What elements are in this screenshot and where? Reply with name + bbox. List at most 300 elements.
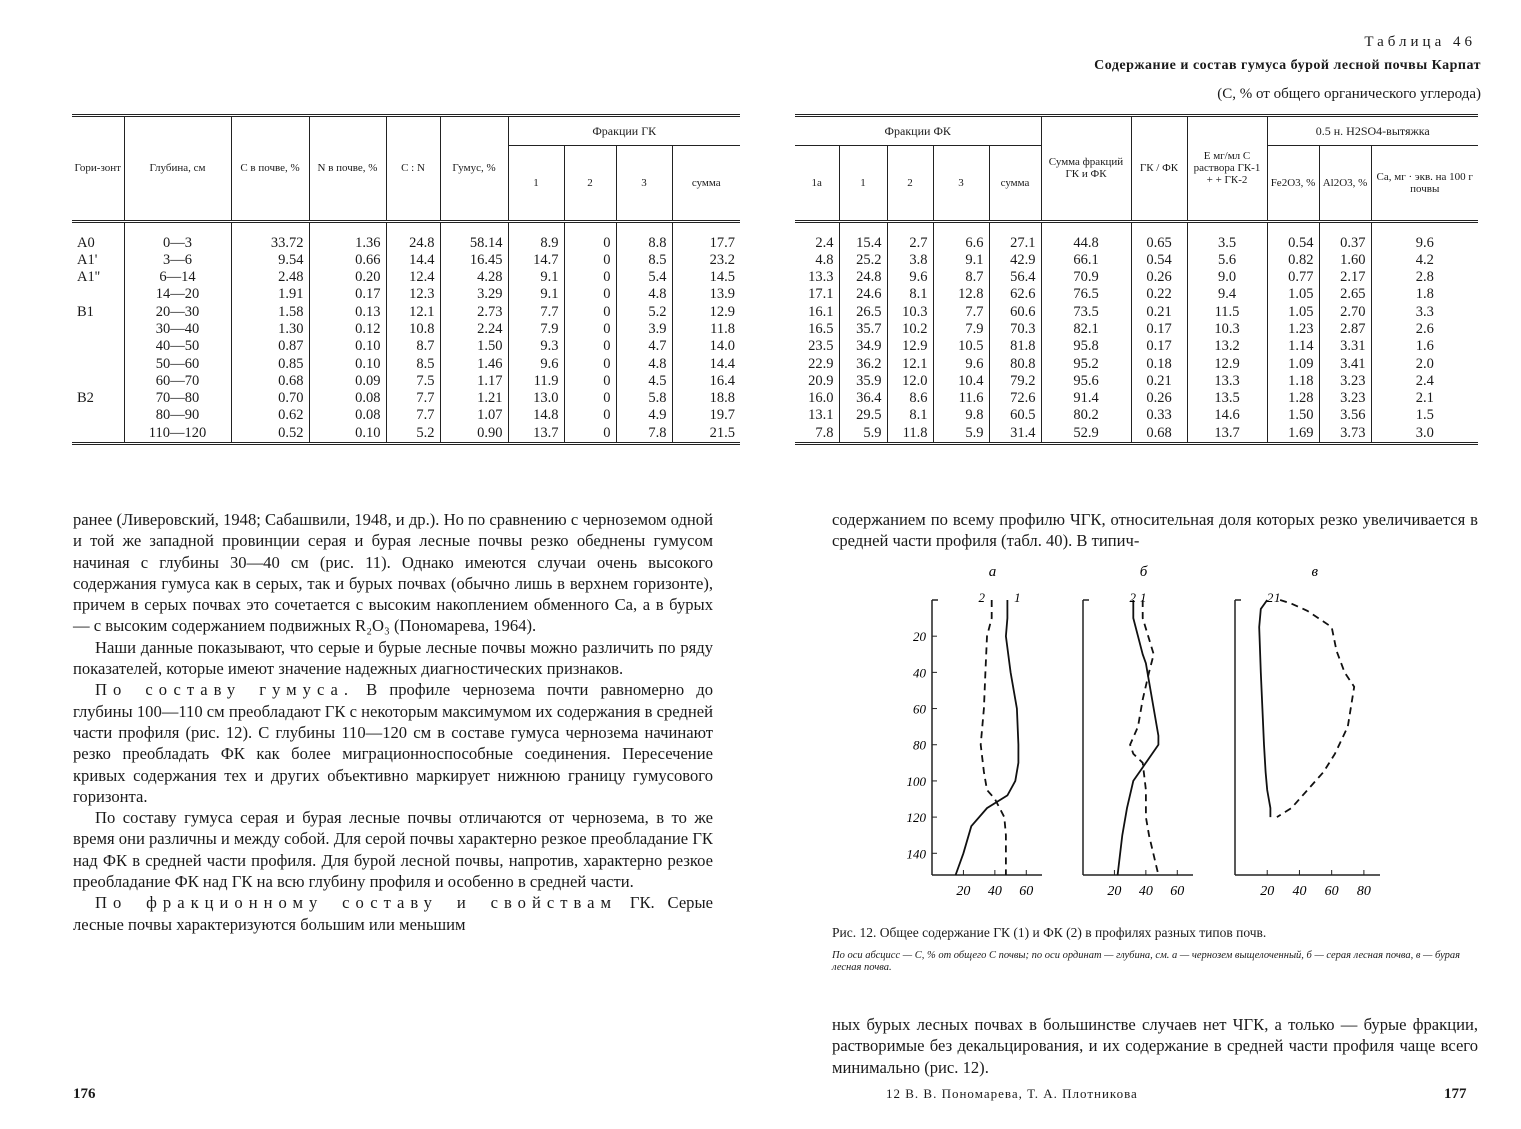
x-tick-label: 20: [1107, 884, 1122, 899]
table-row: [795, 321, 1478, 338]
table-cell: 2.0: [1415, 355, 1434, 372]
table-title: Содержание и состав гумуса бурой лесной почвы Карпат: [1094, 58, 1481, 73]
table-cell: 11.9: [508, 373, 564, 390]
table-cell: 3.0: [1415, 424, 1434, 441]
table-cell: 7.7: [933, 304, 989, 321]
table-cell: 1.58: [231, 304, 309, 321]
table-cell: 2.24: [440, 321, 508, 338]
table-cell: 10.4: [933, 373, 989, 390]
panel-title: в: [1311, 564, 1319, 580]
table-cell: 27.1: [989, 235, 1041, 252]
table-cell: 3.8: [887, 252, 933, 269]
table-row: [72, 321, 740, 338]
table-cell: 1.6: [1415, 338, 1434, 355]
table-cell: 5.8: [616, 390, 672, 407]
hdr-humus: Гумус, %: [440, 117, 508, 221]
table-cell: 0.68: [1131, 425, 1187, 442]
table-cell: 0.21: [1131, 373, 1187, 390]
table-cell: 0: [564, 304, 616, 321]
hdr-fk1a: 1а: [795, 145, 839, 221]
table-cell: 8.1: [887, 286, 933, 303]
table-cell: 0.87: [231, 338, 309, 355]
table-row: [72, 338, 740, 355]
x-tick-label: 20: [956, 884, 971, 899]
table-cell: 3.41: [1319, 356, 1371, 373]
table-cell: 0.13: [309, 304, 386, 321]
table-row: [795, 269, 1478, 286]
table-cell: 1.28: [1267, 390, 1319, 407]
series-label: 2: [1129, 590, 1136, 605]
table-cell: 0.68: [231, 373, 309, 390]
table-cell: 13.1: [795, 407, 839, 424]
table-cell: 8.1: [887, 407, 933, 424]
figure-12: [880, 560, 1480, 920]
table-cell: 66.1: [1041, 252, 1131, 269]
table-cell: 5.9: [839, 425, 887, 442]
table-row: [795, 235, 1478, 252]
section-heading-fractions: По фракционному составу и свойствам: [95, 893, 617, 913]
table-cell: 8.8: [616, 235, 672, 252]
table-cell: 14.4: [709, 355, 735, 372]
table-cell: 0.21: [1131, 304, 1187, 321]
table-cell: 0.82: [1267, 252, 1319, 269]
table-row: [72, 373, 740, 390]
table-cell: 15.4: [839, 235, 887, 252]
page-number-left: 176: [73, 1086, 96, 1102]
table-cell: 4.5: [616, 373, 672, 390]
series-label: 1: [1014, 590, 1021, 605]
table-cell: 2.7: [887, 235, 933, 252]
table-cell: 0.26: [1131, 269, 1187, 286]
table-cell: 13.0: [508, 390, 564, 407]
table-cell: 13.5: [1187, 390, 1267, 407]
table-cell: 9.1: [933, 252, 989, 269]
table-row: [72, 235, 740, 252]
x-tick-label: 40: [1292, 884, 1307, 899]
table-cell: 2.73: [440, 304, 508, 321]
table-cell: 4.8: [616, 286, 672, 303]
table-cell: 95.6: [1041, 373, 1131, 390]
table-cell: 50—60: [124, 356, 231, 373]
hdr-al: Al2O3, %: [1319, 145, 1371, 221]
table-cell: 16.0: [795, 390, 839, 407]
table-cell: 1.91: [231, 286, 309, 303]
table-cell: 9.6: [508, 356, 564, 373]
table-cell: 9.4: [1187, 286, 1267, 303]
table-cell: 0.54: [1267, 235, 1319, 252]
cell-horizon: A1'': [72, 269, 124, 286]
table-cell: 11.8: [710, 320, 735, 337]
table-cell: 0: [564, 425, 616, 442]
section-heading-humus: По составу гумуса.: [95, 680, 355, 700]
cell-horizon: [72, 338, 124, 355]
table-row: [72, 425, 740, 442]
table-cell: 76.5: [1041, 286, 1131, 303]
cell-horizon: B2: [72, 390, 124, 407]
right-page-bottom-text: ных бурых лесных почвах в большинстве случаев нет ЧГК, а только — бурые фракции, растворимые без декальцирования, и их содержание в средней части профиля чаще всего минимально (рис. 12).: [832, 1015, 1478, 1077]
table-cell: 58.14: [440, 235, 508, 252]
hdr-n: N в почве, %: [309, 117, 386, 221]
y-tick-label: 20: [913, 629, 926, 645]
table-left: [72, 114, 740, 445]
table-cell: 9.1: [508, 269, 564, 286]
table-cell: 12.1: [887, 356, 933, 373]
table-cell: 0.37: [1319, 235, 1371, 252]
table-cell: 1.09: [1267, 356, 1319, 373]
table-cell: 6—14: [124, 269, 231, 286]
table-cell: 0.08: [309, 390, 386, 407]
table-cell: 5.9: [933, 425, 989, 442]
table-cell: 14.5: [709, 269, 735, 286]
hdr-c: С в почве, %: [231, 117, 309, 221]
table-cell: 19.7: [709, 407, 735, 424]
table-row: [72, 286, 740, 303]
table-cell: 2.1: [1415, 390, 1434, 407]
table-cell: 1.50: [440, 338, 508, 355]
left-paragraph-3: По составу гумуса. В профиле чернозема почти равномерно до глубины 100—110 см преобладают ГК с некоторым максимумом их содержания в средней части профиля (рис. 12). С глубины 110—120 см в составе гумуса чернозема начинают резко преобладать ФК как более миграционноспособные соединения. Пересечение кривых содержания тех и других объективно маркирует нижнюю границу гумусового горизонта.: [73, 680, 714, 806]
table-cell: 1.50: [1267, 407, 1319, 424]
table-cell: 12.3: [386, 286, 440, 303]
table-cell: 0: [564, 407, 616, 424]
hdr-gk-group: Фракции ГК: [508, 117, 740, 145]
left-paragraph-4: По составу гумуса серая и бурая лесные почвы отличаются от чернозема, в то же время они различны и между собой. Для серой почвы характерно резкое преобладание ГК над ФК в средней части профиля. Для бурой лесной почвы, напротив, характерно резкое преобладание ФК над ГК на всю глубину профиля и особенно в средней части.: [73, 808, 713, 892]
table-cell: 95.2: [1041, 356, 1131, 373]
table-cell: 8.5: [616, 252, 672, 269]
table-cell: 3.29: [440, 286, 508, 303]
table-cell: 3.73: [1319, 425, 1371, 442]
table-cell: 0.33: [1131, 407, 1187, 424]
table-cell: 95.8: [1041, 338, 1131, 355]
left-paragraph-5: По фракционному составу и свойствам ГК. Серые лесные почвы характеризуются большим или меньшим: [73, 893, 713, 934]
table-cell: 0.12: [309, 321, 386, 338]
table-cell: 0.85: [231, 356, 309, 373]
table-cell: 2.4: [1415, 372, 1434, 389]
table-cell: 3—6: [124, 252, 231, 269]
series-label: 1: [1140, 590, 1147, 605]
table-cell: 72.6: [989, 390, 1041, 407]
table-cell: 14.8: [508, 407, 564, 424]
table-cell: 10.3: [1187, 321, 1267, 338]
table-cell: 3.9: [616, 321, 672, 338]
table-cell: 4.28: [440, 269, 508, 286]
table-cell: 60.6: [989, 304, 1041, 321]
table-cell: 22.9: [795, 356, 839, 373]
table-row: [795, 304, 1478, 321]
y-tick-label: 80: [913, 737, 926, 753]
cell-horizon: A1': [72, 252, 124, 269]
hdr-gk1: 1: [508, 145, 564, 221]
table-cell: 16.4: [709, 372, 735, 389]
table-cell: 62.6: [989, 286, 1041, 303]
hdr-ca: Са, мг · экв. на 100 г почвы: [1371, 145, 1478, 221]
hdr-gk3: 3: [616, 145, 672, 221]
hdr-gksum: сумма: [672, 145, 740, 221]
table-row: [72, 407, 740, 424]
table-cell: 0.66: [309, 252, 386, 269]
table-cell: 40—50: [124, 338, 231, 355]
cell-horizon: [72, 407, 124, 424]
table-cell: 12.9: [709, 303, 735, 320]
table-cell: 34.9: [839, 338, 887, 355]
table-cell: 11.6: [933, 390, 989, 407]
table-cell: 8.6: [887, 390, 933, 407]
table-cell: 0.62: [231, 407, 309, 424]
table-row: [795, 425, 1478, 442]
table-row: [795, 390, 1478, 407]
table-cell: 10.5: [933, 338, 989, 355]
hdr-h2so4-group: 0.5 н. H2SO4-вытяжка: [1267, 117, 1478, 145]
table-row: [795, 286, 1478, 303]
table-cell: 13.7: [508, 425, 564, 442]
hdr-e-value: E мг/мл C раствора ГК-1 + + ГК-2: [1187, 117, 1267, 221]
table-cell: 1.46: [440, 356, 508, 373]
table-cell: 14.0: [709, 338, 735, 355]
table-cell: 10.2: [887, 321, 933, 338]
table-cell: 2.6: [1415, 320, 1434, 337]
table-cell: 60—70: [124, 373, 231, 390]
table-cell: 13.3: [795, 269, 839, 286]
table-row: [72, 269, 740, 286]
table-cell: 0: [564, 235, 616, 252]
footer-authors: 12 В. В. Пономарева, Т. А. Плотникова: [886, 1086, 1138, 1101]
table-cell: 1.23: [1267, 321, 1319, 338]
cell-horizon: A0: [72, 235, 124, 252]
table-cell: 5.6: [1187, 252, 1267, 269]
table-cell: 23.5: [795, 338, 839, 355]
table-cell: 16.1: [795, 304, 839, 321]
table-cell: 11.8: [887, 425, 933, 442]
table-row: [72, 390, 740, 407]
table-cell: 0.22: [1131, 286, 1187, 303]
table-cell: 20.9: [795, 373, 839, 390]
table-cell: 56.4: [989, 269, 1041, 286]
table-cell: 0: [564, 338, 616, 355]
table-row: [795, 252, 1478, 269]
table-cell: 4.7: [616, 338, 672, 355]
table-cell: 1.5: [1415, 407, 1434, 424]
table-right: [795, 114, 1478, 445]
x-tick-label: 60: [1170, 884, 1185, 899]
table-cell: 70.9: [1041, 269, 1131, 286]
table-cell: 35.7: [839, 321, 887, 338]
x-tick-label: 80: [1356, 884, 1371, 899]
table-cell: 24.8: [386, 235, 440, 252]
table-cell: 0: [564, 321, 616, 338]
table-cell: 2.17: [1319, 269, 1371, 286]
x-tick-label: 40: [1138, 884, 1153, 899]
table-cell: 5.2: [386, 425, 440, 442]
table-cell: 80.2: [1041, 407, 1131, 424]
table-cell: 20—30: [124, 304, 231, 321]
table-cell: 1.14: [1267, 338, 1319, 355]
table-cell: 12.8: [933, 286, 989, 303]
table-cell: 0: [564, 373, 616, 390]
table-cell: 44.8: [1041, 235, 1131, 252]
table-cell: 0.52: [231, 425, 309, 442]
table-cell: 0—3: [124, 235, 231, 252]
table-cell: 7.7: [508, 304, 564, 321]
x-tick-label: 60: [1324, 884, 1339, 899]
table-cell: 8.7: [933, 269, 989, 286]
table-cell: 82.1: [1041, 321, 1131, 338]
table-cell: 0.08: [309, 407, 386, 424]
hdr-fk-group: Фракции ФК: [795, 117, 1041, 145]
table-cell: 0.10: [309, 356, 386, 373]
hdr-horizon: Гори-зонт: [72, 117, 124, 221]
table-cell: 18.8: [709, 390, 735, 407]
table-cell: 1.18: [1267, 373, 1319, 390]
table-cell: 0: [564, 269, 616, 286]
table-cell: 9.54: [231, 252, 309, 269]
table-cell: 70—80: [124, 390, 231, 407]
table-cell: 25.2: [839, 252, 887, 269]
table-cell: 1.07: [440, 407, 508, 424]
table-cell: 3.5: [1187, 235, 1267, 252]
table-cell: 0.54: [1131, 252, 1187, 269]
table-cell: 0.09: [309, 373, 386, 390]
hdr-fk2: 2: [887, 145, 933, 221]
table-cell: 29.5: [839, 407, 887, 424]
table-cell: 1.21: [440, 390, 508, 407]
table-right-grid: [795, 117, 1478, 442]
table-cell: 16.5: [795, 321, 839, 338]
table-cell: 7.9: [508, 321, 564, 338]
table-cell: 2.65: [1319, 286, 1371, 303]
series-line-2: [1130, 600, 1158, 875]
table-cell: 3.3: [1415, 303, 1434, 320]
table-cell: 1.17: [440, 373, 508, 390]
table-cell: 12.1: [386, 304, 440, 321]
table-cell: 7.9: [933, 321, 989, 338]
table-cell: 12.9: [887, 338, 933, 355]
table-cell: 36.2: [839, 356, 887, 373]
table-cell: 9.8: [933, 407, 989, 424]
table-cell: 10.8: [386, 321, 440, 338]
table-cell: 24.8: [839, 269, 887, 286]
left-page-text: [73, 509, 713, 935]
table-left-grid: [72, 117, 740, 442]
table-cell: 12.0: [887, 373, 933, 390]
table-cell: 4.8: [795, 252, 839, 269]
table-cell: 0: [564, 252, 616, 269]
table-cell: 21.5: [709, 424, 735, 441]
table-row: [795, 356, 1478, 373]
left-paragraph-2: Наши данные показывают, что серые и бурые лесные почвы можно различить по ряду показателей, которые имеют значение надежных диагностических признаков.: [73, 637, 713, 679]
table-cell: 14.4: [386, 252, 440, 269]
table-subtitle: (С, % от общего органического углерода): [1217, 86, 1481, 102]
table-cell: 3.31: [1319, 338, 1371, 355]
table-cell: 9.6: [933, 356, 989, 373]
table-row: [72, 304, 740, 321]
table-cell: 31.4: [989, 425, 1041, 442]
table-cell: 16.45: [440, 252, 508, 269]
y-tick-label: 40: [913, 665, 926, 681]
panel-title: б: [1139, 564, 1148, 580]
table-cell: 80.8: [989, 356, 1041, 373]
table-cell: 1.8: [1415, 286, 1434, 303]
table-cell: 36.4: [839, 390, 887, 407]
y-tick-label: 140: [906, 846, 926, 862]
table-cell: 80—90: [124, 407, 231, 424]
table-cell: 73.5: [1041, 304, 1131, 321]
cell-horizon: B1: [72, 304, 124, 321]
hdr-cn: C : N: [386, 117, 440, 221]
series-line-2: [981, 600, 1006, 875]
hdr-ratio: ГК / ФК: [1131, 117, 1187, 221]
table-cell: 0.26: [1131, 390, 1187, 407]
x-tick-label: 60: [1019, 884, 1034, 899]
cell-horizon: [72, 356, 124, 373]
y-tick-label: 100: [906, 773, 926, 789]
series-line-1: [1259, 600, 1270, 817]
table-cell: 8.9: [508, 235, 564, 252]
table-cell: 3.23: [1319, 373, 1371, 390]
table-cell: 7.8: [795, 425, 839, 442]
table-cell: 14.6: [1187, 407, 1267, 424]
series-label: 2: [1266, 590, 1274, 605]
table-cell: 33.72: [231, 235, 309, 252]
table-cell: 9.1: [508, 286, 564, 303]
series-label: 2: [978, 590, 985, 605]
table-cell: 7.7: [386, 407, 440, 424]
table-row: [795, 407, 1478, 424]
table-cell: 0: [564, 390, 616, 407]
table-cell: 9.6: [1415, 234, 1434, 251]
table-cell: 24.6: [839, 286, 887, 303]
cell-horizon: [72, 425, 124, 442]
hdr-fe: Fe2O3, %: [1267, 145, 1319, 221]
hdr-fk1: 1: [839, 145, 887, 221]
table-cell: 17.1: [795, 286, 839, 303]
table-cell: 2.8: [1415, 269, 1434, 286]
table-cell: 4.2: [1415, 251, 1434, 268]
table-cell: 2.48: [231, 269, 309, 286]
figure-legend: По оси абсцисс — С, % от общего С почвы; по оси ординат — глубина, см. а — чернозем выщелоченный, б — серая лесная почва, в — бурая лесная почва.: [832, 950, 1461, 973]
x-tick-label: 20: [1260, 884, 1275, 899]
hdr-gk2: 2: [564, 145, 616, 221]
panel-title: а: [988, 564, 997, 580]
table-cell: 1.30: [231, 321, 309, 338]
table-cell: 2.70: [1319, 304, 1371, 321]
table-cell: 30—40: [124, 321, 231, 338]
table-cell: 9.0: [1187, 269, 1267, 286]
table-cell: 0.90: [440, 425, 508, 442]
table-cell: 42.9: [989, 252, 1041, 269]
table-cell: 0.65: [1131, 235, 1187, 252]
table-cell: 7.5: [386, 373, 440, 390]
table-cell: 3.56: [1319, 407, 1371, 424]
cell-horizon: [72, 321, 124, 338]
table-cell: 17.7: [709, 234, 735, 251]
table-cell: 60.5: [989, 407, 1041, 424]
table-cell: 0.20: [309, 269, 386, 286]
table-cell: 6.6: [933, 235, 989, 252]
table-cell: 0.77: [1267, 269, 1319, 286]
table-cell: 4.9: [616, 407, 672, 424]
table-cell: 14—20: [124, 286, 231, 303]
table-cell: 2.87: [1319, 321, 1371, 338]
table-label: Таблица 46: [1364, 34, 1476, 50]
y-tick-label: 120: [906, 810, 926, 826]
table-cell: 110—120: [124, 425, 231, 442]
table-cell: 0.17: [309, 286, 386, 303]
table-cell: 12.9: [1187, 356, 1267, 373]
figure-caption: Рис. 12. Общее содержание ГК (1) и ФК (2) в профилях разных типов почв.: [832, 925, 1267, 940]
table-cell: 0.17: [1131, 338, 1187, 355]
table-row: [795, 373, 1478, 390]
series-line-1: [1118, 600, 1159, 875]
table-cell: 1.05: [1267, 286, 1319, 303]
